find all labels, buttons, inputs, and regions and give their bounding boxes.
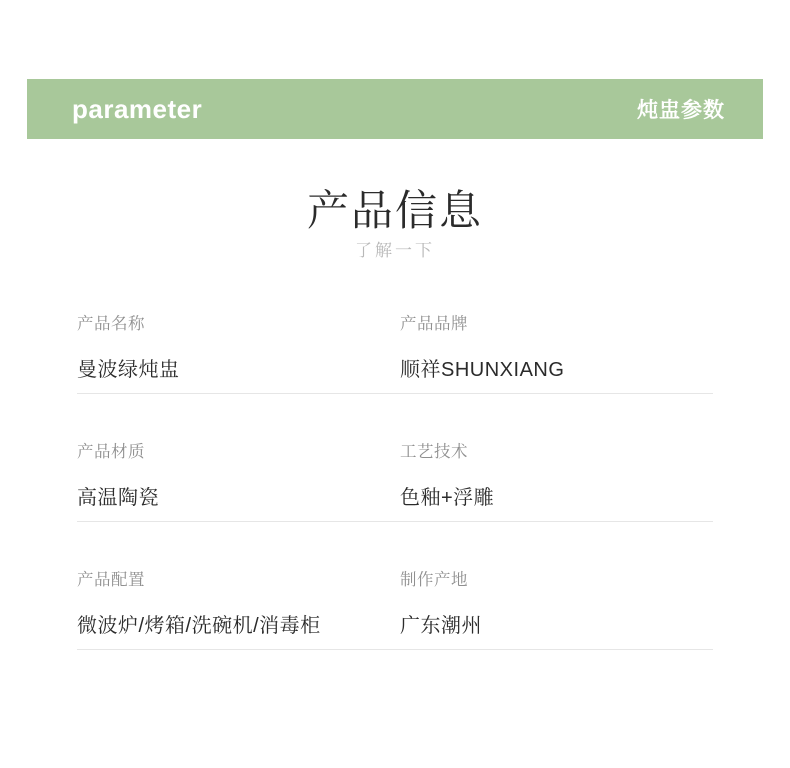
spec-cell-left [77,566,395,638]
spec-label: 产品名称 [77,315,145,333]
spec-value: 顺祥SHUNXIANG [400,359,565,381]
parameter-banner [27,79,763,139]
spec-cell-right [395,438,713,510]
spec-cell-right [395,566,713,638]
spec-cell-left [77,438,395,510]
spec-value: 广东潮州 [400,615,482,637]
spec-row [77,438,713,522]
spec-value: 微波炉/烤箱/洗碗机/消毒柜 [77,615,321,637]
spec-label: 产品配置 [77,571,145,589]
spec-value: 高温陶瓷 [77,487,159,509]
spec-table [77,310,713,650]
banner-title-cn: 炖盅参数 [637,99,725,122]
spec-label: 产品品牌 [400,315,468,333]
spec-label: 制作产地 [400,571,468,589]
page-subtitle: 了解一下 [355,241,435,260]
spec-row [77,310,713,394]
spec-label: 产品材质 [77,443,145,461]
page-title: 产品信息 [306,187,483,234]
spec-value: 曼波绿炖盅 [77,359,180,381]
spec-value: 色釉+浮雕 [400,487,495,509]
spec-row [77,566,713,650]
banner-title-en: parameter [72,93,203,124]
spec-cell-right [395,310,713,382]
spec-cell-left [77,310,395,382]
spec-label: 工艺技术 [400,443,468,461]
